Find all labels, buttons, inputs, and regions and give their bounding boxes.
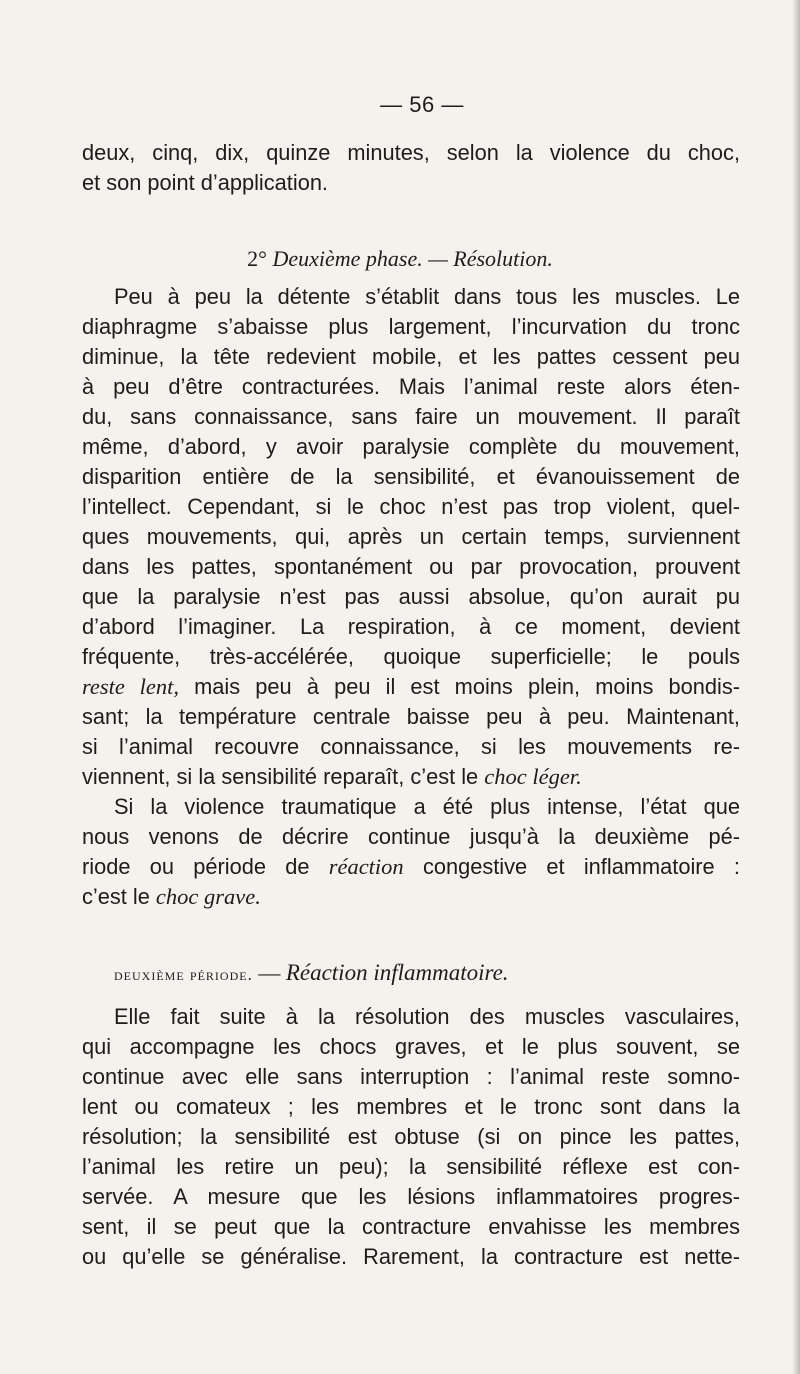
emphasis-text: choc léger. (484, 764, 582, 789)
text-fragment: mais peu à peu il est moins plein, moins bondis- (178, 674, 740, 699)
text-fragment: c’est le (82, 884, 156, 909)
emphasis-text: choc grave. (155, 884, 261, 909)
text-line: même, d’abord, y avoir paralysie complète du mouvement, (82, 434, 740, 459)
text-line (82, 672, 740, 702)
text-line: l’intellect. Cependant, si le choc n’est pas trop violent, quel- (82, 494, 740, 519)
section-title: Réaction inflammatoire. (285, 960, 509, 985)
text-line: diaphragme s’abaisse plus largement, l’incurvation du tronc (82, 314, 740, 339)
text-line: sent, il se peut que la contracture envahisse les membres (82, 1214, 740, 1239)
text-line: d’abord l’imaginer. La respiration, à ce moment, devient (82, 614, 740, 639)
page-number: — 56 — (380, 92, 464, 117)
text-line: deux, cinq, dix, quinze minutes, selon la violence du choc, (82, 140, 740, 165)
text-line: et son point d’application. (82, 170, 328, 195)
page-edge-shadow (792, 0, 800, 1374)
text-line: fréquente, très-accélérée, quoique superficielle; le pouls (82, 644, 740, 669)
text-line: à peu d’être contracturées. Mais l’animal reste alors éten- (82, 374, 740, 399)
section-dash: — (252, 960, 286, 985)
text-line: sant; la température centrale baisse peu à peu. Maintenant, (82, 704, 740, 729)
text-line: Si la violence traumatique a été plus intense, l’état que (114, 794, 740, 819)
text-line: que la paralysie n’est pas aussi absolue, qu’on aurait pu (82, 584, 740, 609)
text-line: disparition entière de la sensibilité, et évanouissement de (82, 464, 740, 489)
emphasis-text: reste lent, (82, 674, 179, 699)
text-line: résolution; la sensibilité est obtuse (si on pince les pattes, (82, 1124, 740, 1149)
text-line: ou qu’elle se généralise. Rarement, la contracture est nette- (82, 1244, 740, 1269)
text-line: nous venons de décrire continue jusqu’à la deuxième pé- (82, 824, 740, 849)
section-heading-resolution (0, 244, 800, 274)
text-line: l’animal les retire un peu); la sensibilité réflexe est con- (82, 1154, 740, 1179)
section-title: Deuxième phase. — Résolution. (272, 246, 553, 271)
text-line: Elle fait suite à la résolution des muscles vasculaires, (114, 1004, 740, 1029)
text-line: si l’animal recouvre connaissance, si les mouvements re- (82, 734, 740, 759)
text-fragment: congestive et inflammatoire : (403, 854, 740, 879)
emphasis-text: réaction (328, 854, 404, 879)
section-heading-reaction (114, 958, 754, 990)
text-line: servée. A mesure que les lésions inflammatoires progres- (82, 1184, 740, 1209)
section-number: 2° (247, 246, 267, 271)
text-line (82, 762, 740, 792)
text-fragment: viennent, si la sensibilité reparaît, c’est le (82, 764, 485, 789)
text-line (82, 882, 740, 912)
text-line: ques mouvements, qui, après un certain temps, surviennent (82, 524, 740, 549)
section-label: deuxième période. (114, 965, 253, 984)
text-line: continue avec elle sans interruption : l’animal reste somno- (82, 1064, 740, 1089)
text-line: Peu à peu la détente s’établit dans tous les muscles. Le (114, 284, 740, 309)
text-fragment: riode ou période de (82, 854, 329, 879)
text-line: lent ou comateux ; les membres et le tronc sont dans la (82, 1094, 740, 1119)
text-line (82, 852, 740, 882)
text-line: qui accompagne les chocs graves, et le plus souvent, se (82, 1034, 740, 1059)
text-line: dans les pattes, spontanément ou par provocation, prouvent (82, 554, 740, 579)
text-line: du, sans connaissance, sans faire un mouvement. Il paraît (82, 404, 740, 429)
text-line: diminue, la tête redevient mobile, et les pattes cessent peu (82, 344, 740, 369)
